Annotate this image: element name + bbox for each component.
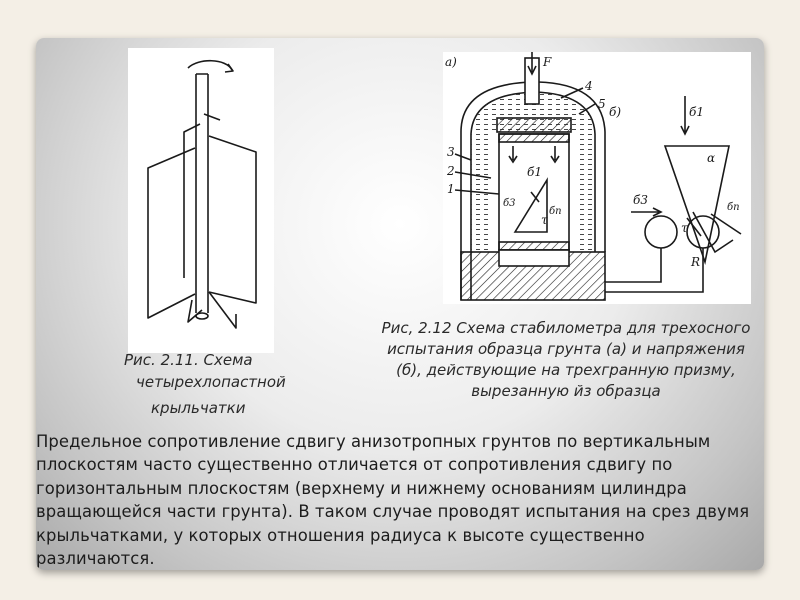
vane-figure (128, 48, 274, 353)
figure-2-12-caption: Рис, 2.12 Схема стабилометра для трехосного испытания образца грунта (а) и напряжения (б), действующие на трехгранную призму, вырезанную йз образца (381, 319, 751, 400)
pressure-gauge-1 (645, 216, 677, 248)
rotation-arrow-head (225, 64, 233, 72)
label-sigma3-b: б3 (633, 193, 648, 207)
label-sigma-n-b: бп (727, 202, 740, 213)
sigma3-arrow-b (631, 208, 661, 216)
sigma1-arrow-b (681, 96, 689, 134)
top-cap (497, 118, 571, 132)
label-sigma-n: бп (549, 206, 562, 217)
base-seat (499, 250, 569, 266)
blade-back-right (204, 114, 220, 120)
pipe-1 (605, 248, 661, 282)
label-sigma1: б1 (527, 165, 542, 179)
blade-front-right (209, 136, 256, 303)
label-alpha: α (707, 151, 716, 165)
stabilometer-diagram (443, 52, 751, 304)
label-sigma1-b: б1 (689, 105, 704, 119)
label-R: R (691, 255, 701, 269)
rotation-arrow (188, 61, 232, 70)
label-a: а) (445, 55, 457, 69)
slide (36, 38, 764, 570)
figure-2-11-caption-line3: крыльчатки (151, 399, 246, 417)
label-force: F (543, 55, 552, 69)
blade-back-left (184, 124, 200, 278)
bottom-porous-stone (499, 242, 569, 250)
figure-2-11-caption-line1: Рис. 2.11. Схема (124, 351, 253, 369)
label-2: 2 (447, 164, 455, 178)
label-4: 4 (585, 79, 593, 93)
label-tau: τ (541, 213, 548, 227)
vane-diagram (128, 48, 274, 353)
top-porous-stone (499, 134, 569, 142)
body-paragraph: Предельное сопротивление сдвигу анизотропных грунтов по вертикальным плоскостям часто существенно отличается от сопротивления сдвигу по горизонтальным плоскостям (верхнему и нижнему основаниям цилиндра вращающейся части грунта). В таком случае проводят испытания на срез двумя крыльчатками, у которых отношения радиуса к высоте существенно различаются. (36, 432, 750, 569)
pipe-2 (605, 248, 703, 292)
label-tau-b: τ (681, 221, 688, 235)
blade-front-left (148, 148, 195, 318)
label-5: 5 (598, 97, 606, 111)
label-b: б) (609, 105, 622, 119)
stabilometer-figure (443, 52, 751, 304)
figure-2-11-caption-line2: четырехлопастной (136, 373, 286, 391)
shaft-tip (196, 313, 208, 319)
label-1: 1 (447, 182, 455, 196)
label-3: 3 (447, 145, 455, 159)
label-sigma3: б3 (503, 198, 516, 209)
